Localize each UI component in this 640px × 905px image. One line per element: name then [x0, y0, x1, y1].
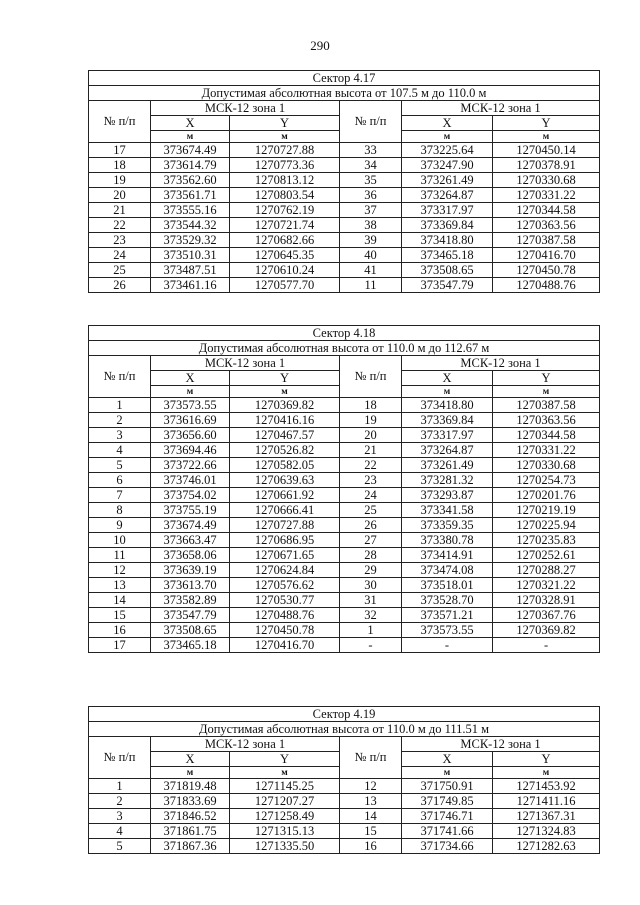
- point-number: 13: [340, 794, 402, 809]
- coord-x: 371750.91: [402, 779, 493, 794]
- point-number: 35: [340, 173, 402, 188]
- point-number: 23: [340, 473, 402, 488]
- column-header-system: МСК-12 зона 1: [151, 737, 340, 752]
- coord-y: 1270467.57: [230, 428, 340, 443]
- point-number: 23: [89, 233, 151, 248]
- table-row: [89, 518, 600, 533]
- unit-label: м: [493, 386, 600, 398]
- coord-y: 1270416.70: [493, 248, 600, 263]
- point-number: 11: [340, 278, 402, 293]
- coord-x: 373722.66: [151, 458, 230, 473]
- point-number: 8: [89, 503, 151, 518]
- point-number: 4: [89, 443, 151, 458]
- coord-x: 371734.66: [402, 839, 493, 854]
- table-row: [89, 779, 600, 794]
- coord-y: 1270416.70: [230, 638, 340, 653]
- point-number: 15: [89, 608, 151, 623]
- coord-x: 373639.19: [151, 563, 230, 578]
- coord-y: 1270582.05: [230, 458, 340, 473]
- point-number: 30: [340, 578, 402, 593]
- column-header-x: X: [402, 371, 493, 386]
- coord-y: 1270288.27: [493, 563, 600, 578]
- coord-x: 373529.32: [151, 233, 230, 248]
- point-number: 1: [89, 779, 151, 794]
- coord-x: 373510.31: [151, 248, 230, 263]
- coord-y: 1270639.63: [230, 473, 340, 488]
- column-header-y: Y: [230, 116, 340, 131]
- unit-label: м: [493, 767, 600, 779]
- coord-x: 373754.02: [151, 488, 230, 503]
- unit-label: м: [151, 767, 230, 779]
- coord-x: 373746.01: [151, 473, 230, 488]
- coord-y: 1271367.31: [493, 809, 600, 824]
- coord-x: 373547.79: [151, 608, 230, 623]
- coord-x: 373261.49: [402, 173, 493, 188]
- point-number: 37: [340, 203, 402, 218]
- coord-y: 1270577.70: [230, 278, 340, 293]
- point-number: 25: [89, 263, 151, 278]
- coord-x: 373562.60: [151, 173, 230, 188]
- point-number: 4: [89, 824, 151, 839]
- coord-y: 1270252.61: [493, 548, 600, 563]
- coord-x: 373247.90: [402, 158, 493, 173]
- point-number: 10: [89, 533, 151, 548]
- coord-y: 1270369.82: [493, 623, 600, 638]
- point-number: 25: [340, 503, 402, 518]
- sector-subtitle: Допустимая абсолютная высота от 107.5 м до 110.0 м: [89, 86, 600, 101]
- coord-x: 373293.87: [402, 488, 493, 503]
- coord-x: 373755.19: [151, 503, 230, 518]
- table-row: [89, 233, 600, 248]
- coord-x: 373561.71: [151, 188, 230, 203]
- coord-y: 1270344.58: [493, 203, 600, 218]
- coord-y: 1270661.92: [230, 488, 340, 503]
- table-row: [89, 839, 600, 854]
- coord-x: 373573.55: [402, 623, 493, 638]
- coord-x: 373547.79: [402, 278, 493, 293]
- coord-y: 1271453.92: [493, 779, 600, 794]
- point-number: 31: [340, 593, 402, 608]
- coord-x: 373674.49: [151, 143, 230, 158]
- coord-x: 373264.87: [402, 188, 493, 203]
- coord-x: 373465.18: [151, 638, 230, 653]
- coord-y: 1270526.82: [230, 443, 340, 458]
- coord-x: -: [402, 638, 493, 653]
- coord-x: 373518.01: [402, 578, 493, 593]
- coord-y: 1270813.12: [230, 173, 340, 188]
- page-number: 290: [310, 38, 330, 53]
- coord-y: 1270488.76: [493, 278, 600, 293]
- point-number: 33: [340, 143, 402, 158]
- table-row: [89, 143, 600, 158]
- coord-y: 1270450.78: [230, 623, 340, 638]
- column-header-system: МСК-12 зона 1: [151, 356, 340, 371]
- point-number: 12: [340, 779, 402, 794]
- point-number: 20: [89, 188, 151, 203]
- table-row: [89, 593, 600, 608]
- point-number: 22: [89, 218, 151, 233]
- coord-y: 1270727.88: [230, 143, 340, 158]
- sector-subtitle: Допустимая абсолютная высота от 110.0 м до 111.51 м: [89, 722, 600, 737]
- table-row: [89, 458, 600, 473]
- point-number: 13: [89, 578, 151, 593]
- column-header-number: № п/п: [89, 356, 151, 398]
- unit-label: м: [230, 767, 340, 779]
- coord-x: 373418.80: [402, 233, 493, 248]
- sector-table: [88, 325, 600, 653]
- point-number: 38: [340, 218, 402, 233]
- sector-title: Сектор 4.19: [89, 707, 600, 722]
- table-row: [89, 443, 600, 458]
- point-number: 28: [340, 548, 402, 563]
- sector-table: [88, 706, 600, 854]
- coord-y: 1271207.27: [230, 794, 340, 809]
- table-row: [89, 188, 600, 203]
- unit-label: м: [230, 386, 340, 398]
- table-row: [89, 263, 600, 278]
- point-number: 21: [340, 443, 402, 458]
- point-number: 32: [340, 608, 402, 623]
- unit-label: м: [493, 131, 600, 143]
- point-number: 18: [89, 158, 151, 173]
- point-number: 14: [340, 809, 402, 824]
- coord-x: 373528.70: [402, 593, 493, 608]
- column-header-x: X: [151, 371, 230, 386]
- point-number: 14: [89, 593, 151, 608]
- coord-y: 1270331.22: [493, 443, 600, 458]
- coord-x: 371833.69: [151, 794, 230, 809]
- coord-x: 373616.69: [151, 413, 230, 428]
- coord-x: 373461.16: [151, 278, 230, 293]
- point-number: 36: [340, 188, 402, 203]
- unit-label: м: [402, 131, 493, 143]
- coord-y: 1270330.68: [493, 458, 600, 473]
- column-header-system: МСК-12 зона 1: [402, 356, 600, 371]
- coord-x: 373465.18: [402, 248, 493, 263]
- column-header-x: X: [151, 116, 230, 131]
- coord-x: 373359.35: [402, 518, 493, 533]
- sector-title: Сектор 4.17: [89, 71, 600, 86]
- point-number: 7: [89, 488, 151, 503]
- column-header-y: Y: [493, 752, 600, 767]
- point-number: 9: [89, 518, 151, 533]
- sector-subtitle: Допустимая абсолютная высота от 110.0 м до 112.67 м: [89, 341, 600, 356]
- unit-label: м: [402, 767, 493, 779]
- unit-label: м: [151, 386, 230, 398]
- point-number: 11: [89, 548, 151, 563]
- point-number: 19: [340, 413, 402, 428]
- table-row: [89, 158, 600, 173]
- coord-x: 373555.16: [151, 203, 230, 218]
- coord-y: 1270727.88: [230, 518, 340, 533]
- point-number: 16: [89, 623, 151, 638]
- coord-y: 1271315.13: [230, 824, 340, 839]
- table-row: [89, 278, 600, 293]
- coord-y: 1270321.22: [493, 578, 600, 593]
- table-row: [89, 638, 600, 653]
- coord-y: 1270330.68: [493, 173, 600, 188]
- table-row: [89, 203, 600, 218]
- coord-y: 1270387.58: [493, 233, 600, 248]
- coord-y: 1271335.50: [230, 839, 340, 854]
- coord-x: 373544.32: [151, 218, 230, 233]
- coord-x: 371861.75: [151, 824, 230, 839]
- coord-x: 373281.32: [402, 473, 493, 488]
- point-number: -: [340, 638, 402, 653]
- column-header-x: X: [402, 752, 493, 767]
- coord-y: 1270367.76: [493, 608, 600, 623]
- table-row: [89, 248, 600, 263]
- point-number: 24: [89, 248, 151, 263]
- column-header-y: Y: [493, 371, 600, 386]
- coord-y: 1270450.78: [493, 263, 600, 278]
- point-number: 17: [89, 143, 151, 158]
- column-header-x: X: [402, 116, 493, 131]
- coord-y: 1270363.56: [493, 218, 600, 233]
- point-number: 21: [89, 203, 151, 218]
- point-number: 41: [340, 263, 402, 278]
- point-number: 34: [340, 158, 402, 173]
- column-header-system: МСК-12 зона 1: [402, 101, 600, 116]
- coord-x: 373369.84: [402, 218, 493, 233]
- coord-y: 1270610.24: [230, 263, 340, 278]
- coord-y: 1270450.14: [493, 143, 600, 158]
- column-header-x: X: [151, 752, 230, 767]
- column-header-number: № п/п: [340, 101, 402, 143]
- coord-y: 1270378.91: [493, 158, 600, 173]
- unit-label: м: [151, 131, 230, 143]
- point-number: 12: [89, 563, 151, 578]
- table-row: [89, 578, 600, 593]
- sector-table: [88, 70, 600, 293]
- table-row: [89, 563, 600, 578]
- coord-y: 1270225.94: [493, 518, 600, 533]
- column-header-number: № п/п: [340, 356, 402, 398]
- coord-x: 371746.71: [402, 809, 493, 824]
- coord-y: 1270645.35: [230, 248, 340, 263]
- point-number: 1: [89, 398, 151, 413]
- point-number: 1: [340, 623, 402, 638]
- unit-label: м: [402, 386, 493, 398]
- point-number: 17: [89, 638, 151, 653]
- point-number: 29: [340, 563, 402, 578]
- table-row: [89, 608, 600, 623]
- coord-x: 371819.48: [151, 779, 230, 794]
- column-header-y: Y: [230, 752, 340, 767]
- coord-x: 373261.49: [402, 458, 493, 473]
- table-row: [89, 794, 600, 809]
- coord-y: 1270530.77: [230, 593, 340, 608]
- coord-x: 373614.79: [151, 158, 230, 173]
- coord-y: 1271258.49: [230, 809, 340, 824]
- point-number: 24: [340, 488, 402, 503]
- coord-y: 1270686.95: [230, 533, 340, 548]
- sector-title: Сектор 4.18: [89, 326, 600, 341]
- coord-x: 371749.85: [402, 794, 493, 809]
- column-header-y: Y: [230, 371, 340, 386]
- coord-y: 1271411.16: [493, 794, 600, 809]
- coord-x: 373418.80: [402, 398, 493, 413]
- coord-x: 373658.06: [151, 548, 230, 563]
- coord-x: 371846.52: [151, 809, 230, 824]
- coord-y: 1270624.84: [230, 563, 340, 578]
- coord-y: 1270254.73: [493, 473, 600, 488]
- table-row: [89, 413, 600, 428]
- coord-x: 373369.84: [402, 413, 493, 428]
- point-number: 19: [89, 173, 151, 188]
- coord-x: 373380.78: [402, 533, 493, 548]
- point-number: 15: [340, 824, 402, 839]
- table-row: [89, 488, 600, 503]
- coord-x: 373573.55: [151, 398, 230, 413]
- coord-y: 1270201.76: [493, 488, 600, 503]
- point-number: 40: [340, 248, 402, 263]
- point-number: 27: [340, 533, 402, 548]
- point-number: 3: [89, 428, 151, 443]
- table-row: [89, 173, 600, 188]
- point-number: 2: [89, 794, 151, 809]
- column-header-system: МСК-12 зона 1: [151, 101, 340, 116]
- coord-x: 373582.89: [151, 593, 230, 608]
- column-header-number: № п/п: [89, 101, 151, 143]
- coord-x: 371741.66: [402, 824, 493, 839]
- point-number: 22: [340, 458, 402, 473]
- table-row: [89, 809, 600, 824]
- point-number: 39: [340, 233, 402, 248]
- column-header-system: МСК-12 зона 1: [402, 737, 600, 752]
- coord-x: 373264.87: [402, 443, 493, 458]
- point-number: 3: [89, 809, 151, 824]
- coord-y: 1270387.58: [493, 398, 600, 413]
- coord-y: 1270576.62: [230, 578, 340, 593]
- coord-y: 1271324.83: [493, 824, 600, 839]
- point-number: 16: [340, 839, 402, 854]
- point-number: 26: [340, 518, 402, 533]
- point-number: 5: [89, 839, 151, 854]
- point-number: 26: [89, 278, 151, 293]
- coord-x: 373508.65: [151, 623, 230, 638]
- point-number: 20: [340, 428, 402, 443]
- coord-y: 1270773.36: [230, 158, 340, 173]
- coord-y: 1270488.76: [230, 608, 340, 623]
- coord-x: 371867.36: [151, 839, 230, 854]
- table-row: [89, 473, 600, 488]
- coord-x: 373663.47: [151, 533, 230, 548]
- coord-y: 1270363.56: [493, 413, 600, 428]
- coord-x: 373613.70: [151, 578, 230, 593]
- coord-x: 373474.08: [402, 563, 493, 578]
- coord-y: 1270219.19: [493, 503, 600, 518]
- table-row: [89, 623, 600, 638]
- coord-y: 1270721.74: [230, 218, 340, 233]
- coord-y: 1270762.19: [230, 203, 340, 218]
- column-header-y: Y: [493, 116, 600, 131]
- coord-x: 373674.49: [151, 518, 230, 533]
- coord-x: 373317.97: [402, 203, 493, 218]
- table-row: [89, 824, 600, 839]
- point-number: 2: [89, 413, 151, 428]
- coord-y: 1270682.66: [230, 233, 340, 248]
- coord-y: 1270344.58: [493, 428, 600, 443]
- coord-y: 1270803.54: [230, 188, 340, 203]
- coord-y: 1270416.16: [230, 413, 340, 428]
- coord-y: 1270671.65: [230, 548, 340, 563]
- coord-x: 373508.65: [402, 263, 493, 278]
- coord-x: 373571.21: [402, 608, 493, 623]
- table-row: [89, 503, 600, 518]
- point-number: 5: [89, 458, 151, 473]
- table-row: [89, 533, 600, 548]
- table-row: [89, 548, 600, 563]
- coord-y: -: [493, 638, 600, 653]
- coord-y: 1270328.91: [493, 593, 600, 608]
- column-header-number: № п/п: [89, 737, 151, 779]
- coord-x: 373341.58: [402, 503, 493, 518]
- coord-y: 1270235.83: [493, 533, 600, 548]
- coord-x: 373317.97: [402, 428, 493, 443]
- coord-y: 1271145.25: [230, 779, 340, 794]
- unit-label: м: [230, 131, 340, 143]
- coord-x: 373414.91: [402, 548, 493, 563]
- coord-y: 1271282.63: [493, 839, 600, 854]
- table-row: [89, 398, 600, 413]
- coord-x: 373487.51: [151, 263, 230, 278]
- coord-x: 373225.64: [402, 143, 493, 158]
- coord-y: 1270331.22: [493, 188, 600, 203]
- coord-y: 1270369.82: [230, 398, 340, 413]
- column-header-number: № п/п: [340, 737, 402, 779]
- point-number: 18: [340, 398, 402, 413]
- coord-x: 373694.46: [151, 443, 230, 458]
- point-number: 6: [89, 473, 151, 488]
- table-row: [89, 218, 600, 233]
- table-row: [89, 428, 600, 443]
- coord-y: 1270666.41: [230, 503, 340, 518]
- coord-x: 373656.60: [151, 428, 230, 443]
